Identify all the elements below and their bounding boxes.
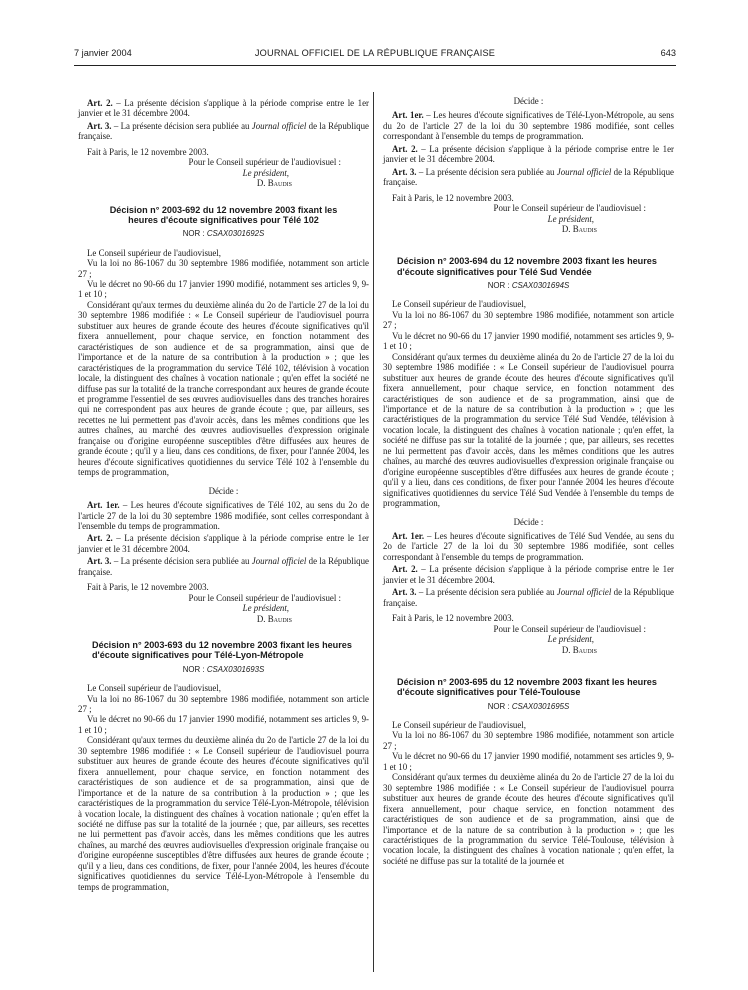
article-paragraph <box>383 531 674 562</box>
nor-code: CSAX0301693S <box>206 664 265 674</box>
decision-title: Décision n° 2003-695 du 12 novembre 2003 fixant les heures d'écoute significatives pour Télé-Toulouse <box>397 676 657 698</box>
article-label: Art. 1er. <box>392 531 425 541</box>
article-paragraph <box>383 587 674 608</box>
signing-place-date: Fait à Paris, le 12 novembre 2003. <box>87 582 209 593</box>
article-text: – Les heures d'écoute significatives de Télé-Lyon-Métropole, au sens du 2o de l'article 27 de la loi du 30 septembre 1986 modifiée, sont celles correspondant à l'ensemble du temps de programmation. <box>383 110 674 142</box>
body-paragraph: Vu le décret no 90-66 du 17 janvier 1990 modifié, notamment ses articles 9, 9-1 et 10 ; <box>383 330 674 352</box>
article-label: Art. 1er. <box>87 500 120 511</box>
journal-name: Journal officiel <box>556 166 612 177</box>
signature-line: Pour le Conseil supérieur de l'audiovisuel : <box>493 623 646 634</box>
article-text: – La présente décision s'applique à la période comprise entre le 1er janvier et le 31 décembre 2004. <box>78 98 369 119</box>
article-text: de la République française. <box>383 166 674 188</box>
decision-title: Décision n° 2003-694 du 12 novembre 2003 fixant les heures d'écoute significatives pour Télé Sud Vendée <box>397 256 657 277</box>
decide-heading: Décide : <box>513 96 544 106</box>
article-label: Art. 2. <box>392 143 418 154</box>
signature-line: Pour le Conseil supérieur de l'audiovisuel : <box>188 592 341 603</box>
journal-name: Journal officiel <box>251 556 307 567</box>
article-label: Art. 3. <box>87 556 112 567</box>
body-paragraph: Le Conseil supérieur de l'audiovisuel, <box>87 247 221 258</box>
column-divider <box>373 92 374 972</box>
body-paragraph: Considérant qu'aux termes du deuxième alinéa du 2o de l'article 27 de la loi du 30 septembre 1986 modifiée : « Le Conseil supérieur de l'audiovisuel pourra substituer aux heures de grande écoute des heures d'écoute significatives qu'il fixera annuellement, pour chaque service, en fonction notamment des caractéristiques de son audience et de sa programmation, ainsi que de l'importance et de la nature de sa contribution à la production » ; que les caractéristiques de la programmation du service Télé 102, télévision à vocation locale, la distinguent des chaînes à vocation nationale ; qu'en effet la société ne diffuse pas sur la totalité de la tranche correspondant aux heures de grande écoute et programme l'essentiel de ses œuvres audiovisuelles dans des tranches horaires qui ne correspondent pas aux heures de grande écoute ; que, par ailleurs, ses recettes ne lui permettent pas d'avoir accès, dans les mêmes conditions que les autres chaînes, au marché des œuvres audiovisuelles d'expression originale française ou d'origine européenne susceptibles d'être diffusées aux heures de grande écoute ; qu'il y a lieu, dans ces conditions, de fixer, pour l'année 2004, les heures d'écoute significatives quotidiennes du service Télé 102 à l'ensemble du temps de programmation, <box>78 299 369 478</box>
signature-line: Pour le Conseil supérieur de l'audiovisuel : <box>493 203 646 214</box>
signature-title: Le président, <box>242 603 289 614</box>
left-column <box>78 96 369 892</box>
article-text: – Les heures d'écoute significatives de Télé Sud Vendée, au sens du 2o de l'article 27 de la loi du 30 septembre 1986 modifiée, sont celles correspondant à l'ensemble du temps de programmation. <box>383 531 675 562</box>
article-text: – Les heures d'écoute significatives de Télé 102, au sens du 2o de l'article 27 de la loi du 30 septembre 1986 modifiée, sont celles correspondant à l'ensemble du temps de programmation. <box>78 500 370 531</box>
header-page-number: 643 <box>660 48 676 58</box>
signature-title: Le président, <box>547 634 594 645</box>
body-paragraph: Vu le décret no 90-66 du 17 janvier 1990 modifié, notamment ses articles 9, 9-1 et 10 ; <box>383 751 674 772</box>
header-rule <box>74 65 676 66</box>
body-paragraph: Le Conseil supérieur de l'audiovisuel, <box>87 683 221 694</box>
signing-place-date: Fait à Paris, le 12 novembre 2003. <box>392 192 514 203</box>
decide-heading: Décide : <box>513 516 544 527</box>
signature-block <box>78 157 369 188</box>
decision-title: Décision n° 2003-693 du 12 novembre 2003 fixant les heures d'écoute significatives pour Télé-Lyon-Métropole <box>92 640 352 661</box>
article-label: Art. 1er. <box>392 110 424 121</box>
nor-code: CSAX0301695S <box>511 701 570 711</box>
journal-name: Journal officiel <box>251 120 307 131</box>
signature-line: Pour le Conseil supérieur de l'audiovisuel : <box>188 157 341 168</box>
body-paragraph: Considérant qu'aux termes du deuxième alinéa du 2o de l'article 27 de la loi du 30 septembre 1986 modifiée : « Le Conseil supérieur de l'audiovisuel pourra substituer aux heures de grande écoute des heures d'écoute significatives qu'il fixera annuellement, pour chaque service, en fonction notamment des caractéristiques de son audience et de sa programmation, ainsi que de l'importance et de la nature de sa contribution à la production » ; que les caractéristiques de la programmation du service Télé-Lyon-Métropole, télévision à vocation locale, la distinguent des chaînes à vocation nationale ; qu'en effet la société ne diffuse pas sur la totalité de la journée ; que, par ailleurs, ses recettes ne lui permettent pas d'avoir accès, dans les mêmes conditions que les autres chaînes, au marché des œuvres audiovisuelles d'expression originale française ou d'origine européenne susceptibles d'être diffusées aux heures de grande écoute ; qu'il y a lieu, dans ces conditions, de fixer, pour l'année 2004, les heures d'écoute significatives quotidiennes du service Télé-Lyon-Métropole à l'ensemble du temps de programmation, <box>78 735 369 892</box>
article-paragraph <box>78 533 369 554</box>
page-header <box>74 48 676 62</box>
article-label: Art. 3. <box>392 587 417 598</box>
body-paragraph: Considérant qu'aux termes du deuxième alinéa du 2o de l'article 27 de la loi du 30 septembre 1986 modifiée : « Le Conseil supérieur de l'audiovisuel pourra substituer aux heures de grande écoute des heures d'écoute significatives qu'il fixera annuellement, pour chaque service, en fonction notamment des caractéristiques de son audience et de sa programmation, ainsi que de l'importance et de la nature de sa contribution à la production » ; que les caractéristiques de la programmation du service Télé-Toulouse, télévision à vocation locale, la distinguent des chaînes à vocation nationale ; qu'en effet, la société ne diffuse pas sur la totalité de la journée et <box>383 772 674 866</box>
article-text: – La présente décision sera publiée au <box>416 166 557 177</box>
article-text: – La présente décision s'applique à la période comprise entre le 1er janvier et le 31 décembre 2004. <box>383 564 674 585</box>
header-journal-title: JOURNAL OFFICIEL DE LA RÉPUBLIQUE FRANÇAISE <box>254 48 496 58</box>
signing-place-date: Fait à Paris, le 12 novembre 2003. <box>392 613 514 624</box>
article-text: de la République française. <box>78 556 369 577</box>
article-paragraph <box>78 556 369 577</box>
article-text: – La présente décision sera publiée au <box>111 556 252 567</box>
body-paragraph: Vu la loi no 86-1067 du 30 septembre 1986 modifiée, notamment son article 27 ; <box>383 730 674 751</box>
article-paragraph <box>383 167 674 188</box>
signature-block <box>78 593 369 624</box>
body-paragraph: Vu la loi no 86-1067 du 30 septembre 1986 modifiée, notamment son article 27 ; <box>78 258 369 279</box>
article-label: Art. 3. <box>392 166 417 177</box>
signing-place-date: Fait à Paris, le 12 novembre 2003. <box>87 146 209 157</box>
signature-name: D. Baudis <box>256 613 292 624</box>
signature-title: Le président, <box>547 213 594 224</box>
article-text: – La présente décision sera publiée au <box>416 587 557 598</box>
article-text: de la République française. <box>78 120 369 142</box>
body-paragraph: Vu la loi no 86-1067 du 30 septembre 1986 modifiée, notamment son article 27 ; <box>78 693 369 715</box>
header-date: 7 janvier 2004 <box>74 48 132 58</box>
article-paragraph <box>78 121 369 142</box>
signature-name: D. Baudis <box>256 178 292 189</box>
nor-reference: NOR : CSAX0301692S <box>182 229 265 239</box>
article-label: Art. 3. <box>87 120 112 131</box>
article-paragraph <box>78 98 369 119</box>
right-column <box>383 96 674 866</box>
article-label: Art. 2. <box>87 533 113 544</box>
body-paragraph: Vu la loi no 86-1067 du 30 septembre 1986 modifiée, notamment son article 27 ; <box>383 309 674 331</box>
nor-code: CSAX0301694S <box>511 281 570 291</box>
nor-reference: NOR : CSAX0301695S <box>487 701 570 711</box>
article-paragraph <box>383 564 674 585</box>
nor-reference: NOR : CSAX0301694S <box>487 281 570 291</box>
nor-code: CSAX0301692S <box>206 229 265 239</box>
article-paragraph <box>383 144 674 165</box>
article-paragraph <box>383 110 674 141</box>
journal-name: Journal officiel <box>556 587 612 598</box>
signature-name: D. Baudis <box>561 644 597 655</box>
article-text: – La présente décision s'applique à la période comprise entre le 1er janvier et le 31 décembre 2004. <box>383 143 674 165</box>
body-paragraph: Vu le décret no 90-66 du 17 janvier 1990 modifié, notamment ses articles 9, 9-1 et 10 ; <box>78 279 369 300</box>
article-label: Art. 2. <box>392 564 418 575</box>
article-label: Art. 2. <box>87 98 113 108</box>
article-text: – La présente décision s'applique à la période comprise entre le 1er janvier et le 31 décembre 2004. <box>78 533 369 554</box>
body-paragraph: Le Conseil supérieur de l'audiovisuel, <box>392 299 526 310</box>
article-text: de la République française. <box>383 587 674 608</box>
body-paragraph: Vu le décret no 90-66 du 17 janvier 1990 modifié, notamment ses articles 9, 9-1 et 10 ; <box>78 714 369 735</box>
article-text: – La présente décision sera publiée au <box>111 120 252 131</box>
decide-heading: Décide : <box>208 485 239 496</box>
nor-reference: NOR : CSAX0301693S <box>182 664 265 674</box>
body-paragraph: Considérant qu'aux termes du deuxième alinéa du 2o de l'article 27 de la loi du 30 septembre 1986 modifiée : « Le Conseil supérieur de l'audiovisuel pourra substituer aux heures de grande écoute des heures d'écoute significatives qu'il fixera annuellement, pour chaque service, en fonction notamment des caractéristiques de son audience et de sa programmation, ainsi que de l'importance et de la nature de sa contribution à la production » ; que les caractéristiques de la programmation du service Télé Sud Vendée, télévision à vocation locale, la distinguent des chaînes à vocation nationale ; qu'en effet, la société ne diffuse pas sur la totalité de la journée ; que, par ailleurs, ses recettes ne lui permettent pas d'avoir accès, dans les mêmes conditions que les autres chaînes, au marché des œuvres audiovisuelles d'expression originale française ou d'origine européenne susceptibles d'être diffusées aux heures de grande écoute ; qu'il y a lieu, dans ces conditions, de fixer pour l'année 2004 les heures d'écoute significatives quotidiennes du service Télé Sud Vendée à l'ensemble du temps de programmation, <box>383 351 674 509</box>
decision-title: Décision n° 2003-692 du 12 novembre 2003 fixant les heures d'écoute significatives pour Télé 102 <box>109 204 338 225</box>
signature-block <box>383 624 674 655</box>
signature-block <box>383 203 674 234</box>
article-paragraph <box>78 500 369 531</box>
signature-title: Le président, <box>242 167 289 178</box>
signature-name: D. Baudis <box>561 223 597 234</box>
body-paragraph: Le Conseil supérieur de l'audiovisuel, <box>392 720 526 731</box>
